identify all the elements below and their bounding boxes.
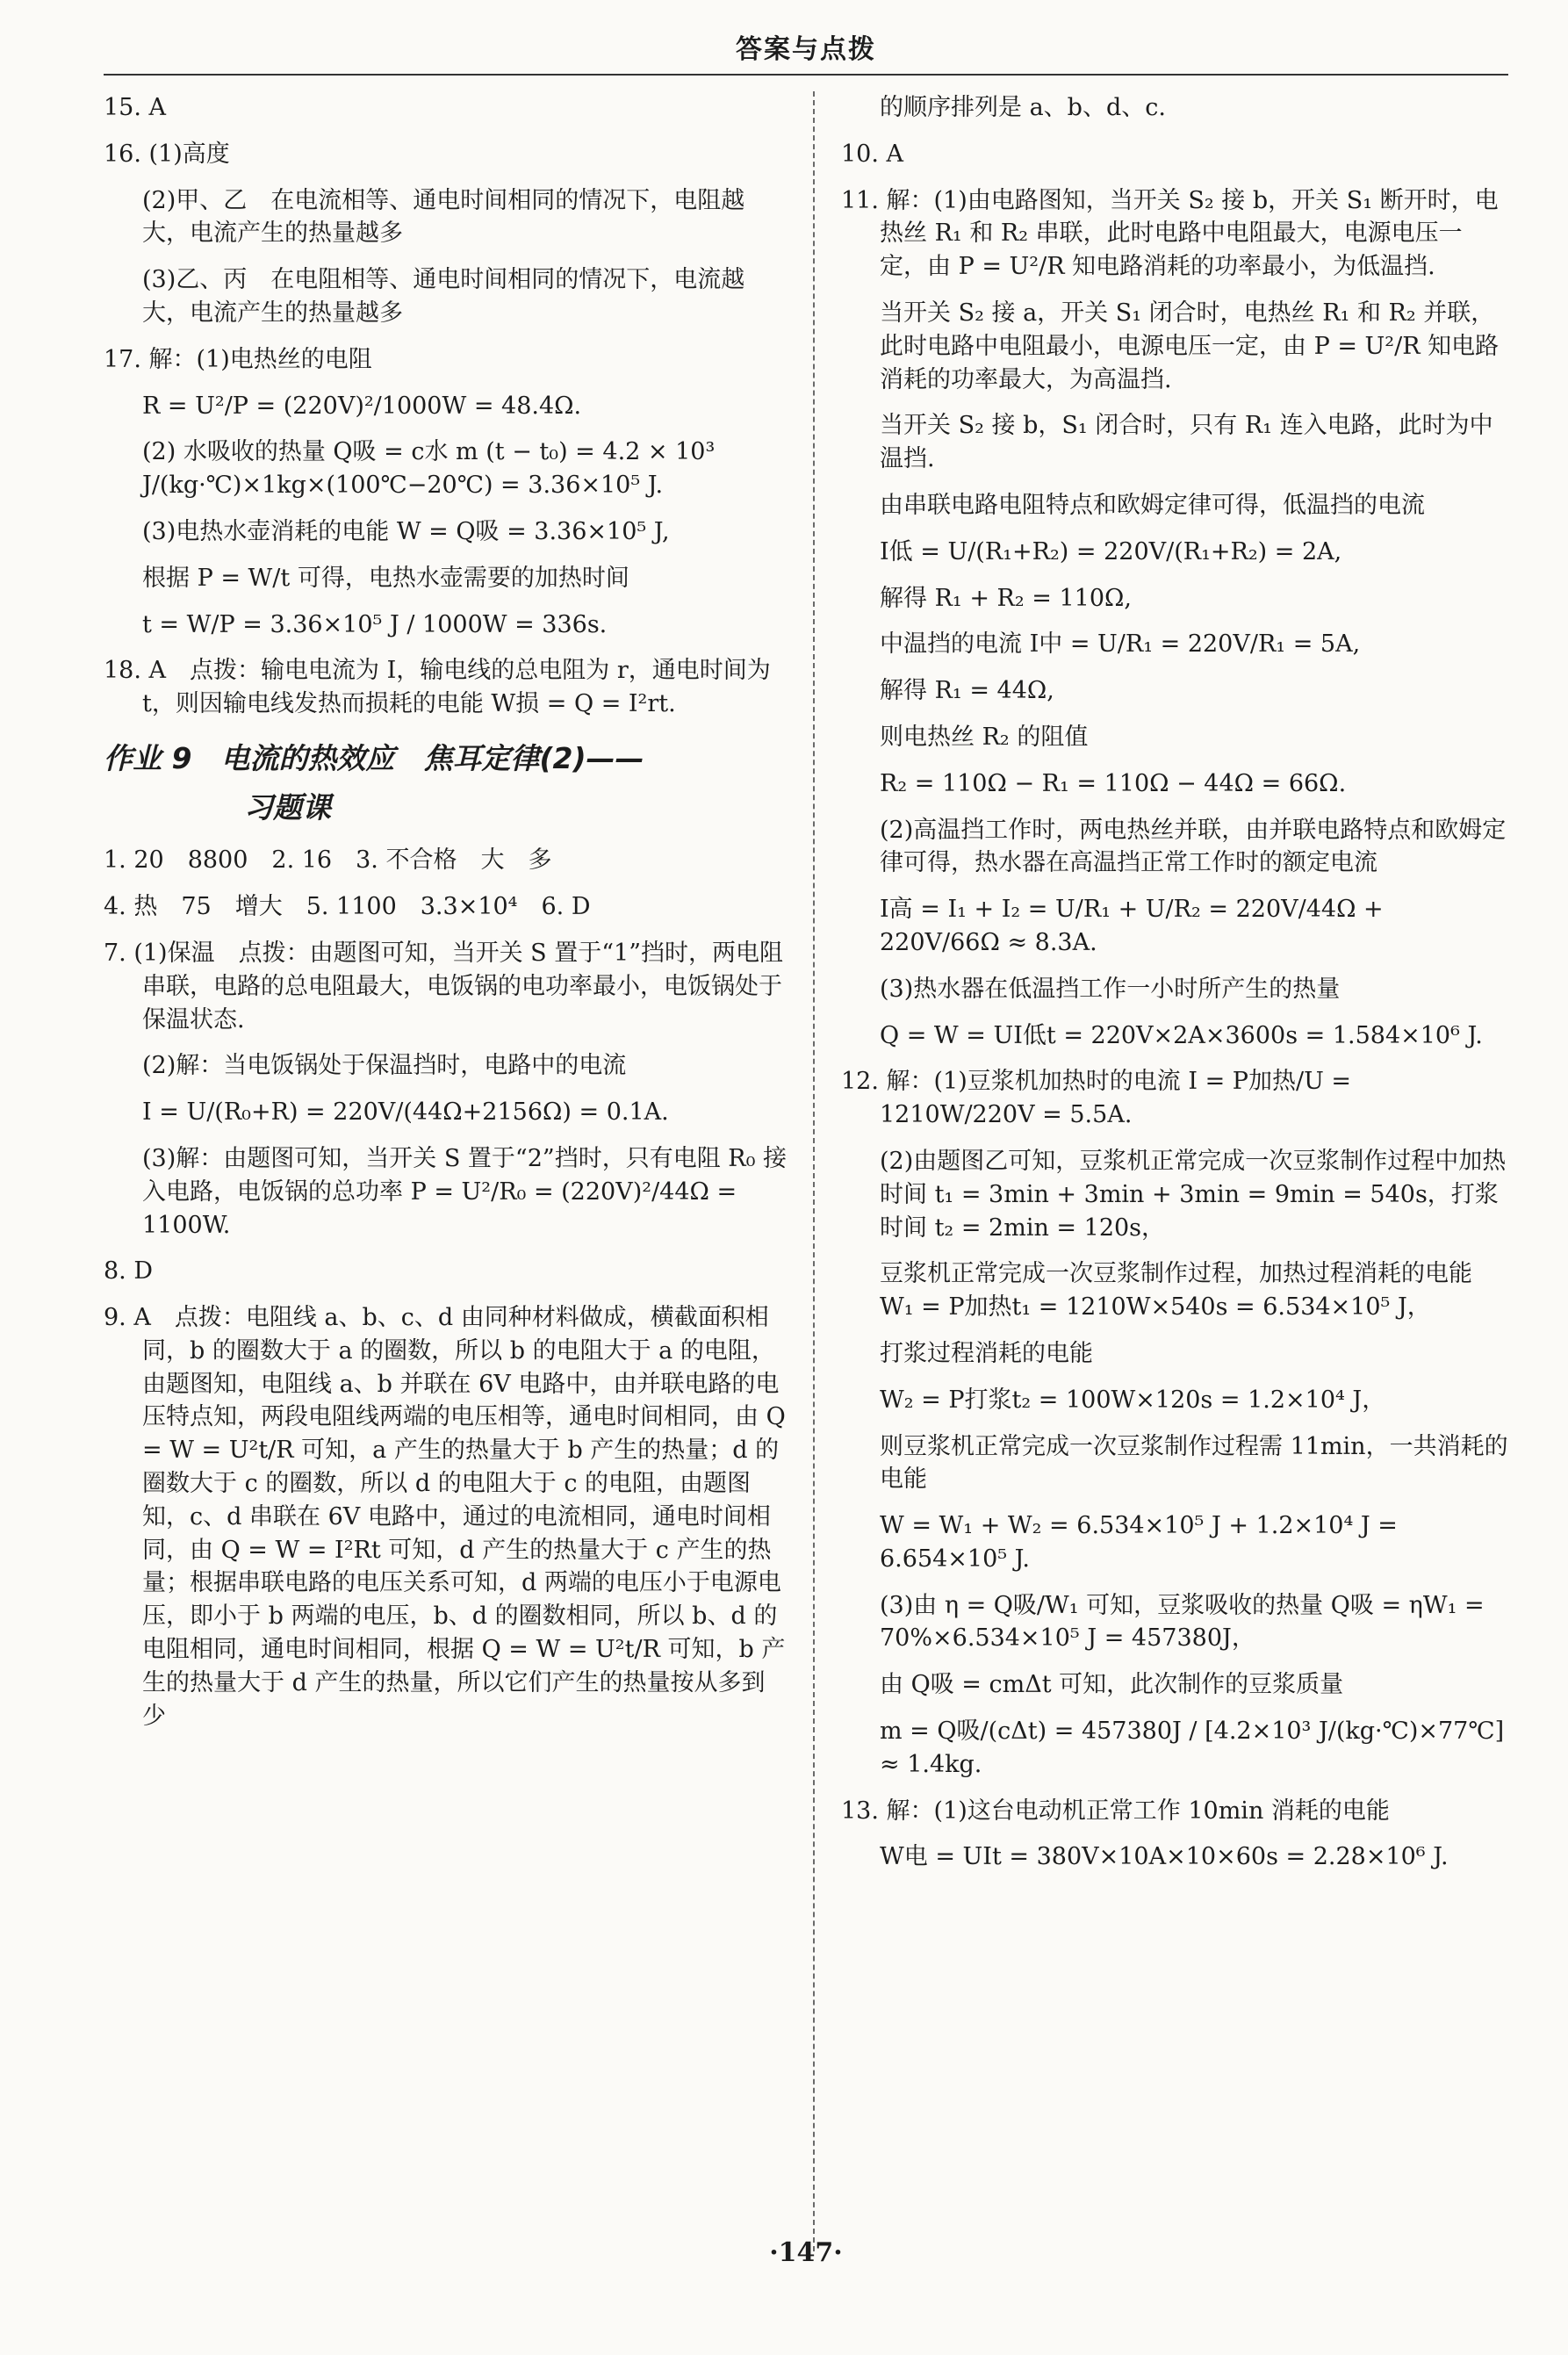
answer-line: 11. 解：(1)由电路图知，当开关 S₂ 接 b，开关 S₁ 断开时，电热丝 R₁ 和 R₂ 串联，此时电路中电阻最大，电源电压一定，由 P = U²/R 知电路消耗的功率最小，为低温挡. [841, 186, 1499, 281]
answer-line: (3)解：由题图可知，当开关 S 置于“2”挡时，只有电阻 R₀ 接入电路，电饭锅的总功率 P = U²/R₀ = (220V)²/44Ω = 1100W. [142, 1144, 788, 1239]
answer-line: (2)解：当电饭锅处于保温挡时，电路中的电流 [142, 1052, 627, 1080]
answer-line: R₂ = 110Ω − R₁ = 110Ω − 44Ω = 66Ω. [880, 769, 1347, 797]
page-header: 答案与点拨 [736, 34, 876, 65]
answer-line: 16. (1)高度 [104, 140, 230, 168]
answer-line: 解得 R₁ + R₂ = 110Ω, [880, 584, 1132, 612]
answer-line: 中温挡的电流 I中 = U/R₁ = 220V/R₁ = 5A, [880, 630, 1361, 659]
left-column [104, 91, 788, 1746]
answer-line: (2)高温挡工作时，两电热丝并联，由并联电路特点和欧姆定律可得，热水器在高温挡正常工作时的额定电流 [880, 816, 1507, 877]
answer-line: W = W₁ + W₂ = 6.534×10⁵ J + 1.2×10⁴ J = 6.654×10⁵ J. [880, 1512, 1398, 1573]
answer-line: t = W/P = 3.36×10⁵ J / 1000W = 336s. [142, 610, 608, 638]
answer-line: (3)乙、丙 在电阻相等、通电时间相同的情况下，电流越大，电流产生的热量越多 [142, 266, 745, 327]
page-number: ·147· [769, 2237, 843, 2268]
answer-line: 当开关 S₂ 接 b，S₁ 闭合时，只有 R₁ 连入电路，此时为中温挡. [880, 412, 1493, 473]
answer-line: 则豆浆机正常完成一次豆浆制作过程需 11min，一共消耗的电能 [880, 1432, 1508, 1494]
answer-line: (2)甲、乙 在电流相等、通电时间相同的情况下，电阻越大，电流产生的热量越多 [142, 186, 745, 248]
answer-line: 豆浆机正常完成一次豆浆制作过程，加热过程消耗的电能 W₁ = P加热t₁ = 1210W×540s = 6.534×10⁵ J， [880, 1260, 1472, 1322]
answer-line: m = Q吸/(cΔt) = 457380J / [4.2×10³ J/(kg·℃)×77℃] ≈ 1.4kg. [880, 1718, 1505, 1778]
answer-line: R = U²/P = (220V)²/1000W = 48.4Ω. [142, 392, 582, 420]
header-rule [104, 74, 1508, 76]
answer-line: 13. 解：(1)这台电动机正常工作 10min 消耗的电能 [841, 1797, 1390, 1825]
answer-line: 当开关 S₂ 接 a，开关 S₁ 闭合时，电热丝 R₁ 和 R₂ 并联，此时电路中电阻最小，电源电压一定，由 P = U²/R 知电路消耗的功率最大，为高温挡. [880, 299, 1500, 393]
answer-line: I = U/(R₀+R) = 220V/(44Ω+2156Ω) = 0.1A. [142, 1098, 669, 1127]
answer-line: 由串联电路电阻特点和欧姆定律可得，低温挡的电流 [880, 491, 1425, 519]
answer-line: 的顺序排列是 a、b、d、c. [880, 94, 1166, 121]
answer-line: 15. A [104, 94, 167, 121]
answer-line: 打浆过程消耗的电能 [880, 1339, 1093, 1367]
answer-line: 1. 20 8800 2. 16 3. 不合格 大 多 [104, 846, 552, 875]
answer-line: W₂ = P打浆t₂ = 100W×120s = 1.2×10⁴ J， [880, 1386, 1386, 1414]
answer-line: 12. 解：(1)豆浆机加热时的电流 I = P加热/U = 1210W/220V = 5.5A. [841, 1068, 1352, 1129]
right-column [841, 91, 1508, 1887]
section-heading: 习题课 [244, 790, 331, 825]
answer-line: 18. A 点拨：输电电流为 I，输电线的总电阻为 r，通电时间为 t，则因输电线发热而损耗的电能 W损 = Q = I²rt. [104, 657, 771, 718]
answer-line: 解得 R₁ = 44Ω, [880, 677, 1054, 705]
answer-line: 10. A [841, 140, 904, 168]
answer-line: W电 = UIt = 380V×10A×10×60s = 2.28×10⁶ J. [880, 1843, 1449, 1871]
answer-line: 根据 P = W/t 可得，电热水壶需要的加热时间 [142, 564, 629, 592]
section-heading: 作业 9 电流的热效应 焦耳定律(2)—— [104, 740, 644, 775]
answer-line: 7. (1)保温 点拨：由题图可知，当开关 S 置于“1”挡时，两电阻串联，电路的总电阻最大，电饭锅的电功率最小，电饭锅处于保温状态. [104, 939, 784, 1033]
answer-line: 9. A 点拨：电阻线 a、b、c、d 由同种材料做成，横截面积相同，b 的圈数大于 a 的圈数，所以 b 的电阻大于 a 的电阻，由题图知，电阻线 a、b 并联在 6V 电路中，由并联电路的电压特点知，两段电阻线两端的电压相等，通电时间相同，由 Q = W = U²t/R 可知，a 产生的热量大于 b 产生的热量；d 的圈数大于 c 的圈数，所以 d 的电阻大于 c 的电阻，由题图知，c、d 串联在 6V 电路中，通过的电流相同，通电时间相同，由 Q = W = I²Rt 可知，d 产生的热量大于 c 产生的热量；根据串联电路的电压关系可知，d 两端的电压小于电源电压，即小于 b 两端的电压，b、d 的圈数相同，所以 b、d 的电阻相同，通电时间相同，根据 Q = W = U²t/R 可知，b 产生的热量大于 d 产生的热量，所以它们产生的热量按从多到少 [104, 1304, 786, 1730]
answer-line: 8. D [104, 1257, 153, 1286]
answer-line: (2) 水吸收的热量 Q吸 = c水 m (t − t₀) = 4.2 × 10³ J/(kg·℃)×1kg×(100℃−20℃) = 3.36×10⁵ J. [142, 438, 716, 500]
answer-line: 4. 热 75 增大 5. 1100 3.3×10⁴ 6. D [104, 893, 591, 921]
answer-line: (3)热水器在低温挡工作一小时所产生的热量 [880, 975, 1341, 1003]
answer-line: 则电热丝 R₂ 的阻值 [880, 723, 1089, 751]
answer-line: 由 Q吸 = cmΔt 可知，此次制作的豆浆质量 [880, 1671, 1344, 1699]
answer-line: (3)电热水壶消耗的电能 W = Q吸 = 3.36×10⁵ J, [142, 517, 670, 545]
answer-line: I低 = U/(R₁+R₂) = 220V/(R₁+R₂) = 2A, [880, 537, 1342, 565]
answer-line: (3)由 η = Q吸/W₁ 可知，豆浆吸收的热量 Q吸 = ηW₁ = 70%×6.534×10⁵ J = 457380J， [880, 1591, 1485, 1653]
column-divider [813, 91, 815, 2251]
answer-line: I高 = I₁ + I₂ = U/R₁ + U/R₂ = 220V/44Ω + 220V/66Ω ≈ 8.3A. [880, 896, 1384, 956]
answer-line: Q = W = UI低t = 220V×2A×3600s = 1.584×10⁶ J. [880, 1021, 1483, 1049]
answer-line: 17. 解：(1)电热丝的电阻 [104, 345, 372, 373]
answer-line: (2)由题图乙可知，豆浆机正常完成一次豆浆制作过程中加热时间 t₁ = 3min + 3min + 3min = 9min = 540s，打浆时间 t₂ = 2min = 120s， [880, 1147, 1507, 1242]
